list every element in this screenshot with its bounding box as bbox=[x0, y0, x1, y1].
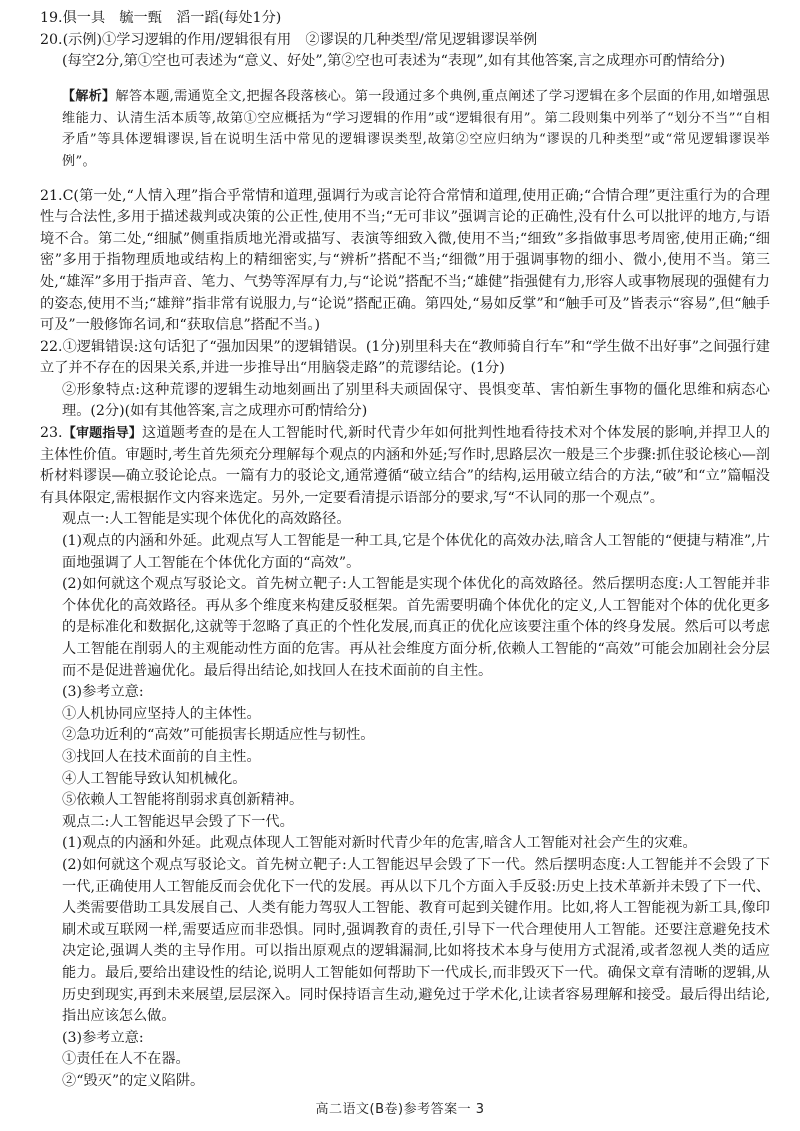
idea-item: ④人工智能导致认知机械化。 bbox=[62, 770, 247, 787]
answer-text: 俱一具 毓一甄 滔一蹈(每处1分) bbox=[62, 10, 282, 26]
analysis-block bbox=[40, 86, 770, 172]
question-19 bbox=[40, 8, 770, 30]
view-paragraph: (3)参考立意: bbox=[62, 684, 144, 701]
idea-item: ③找回人在技术面前的自主性。 bbox=[62, 748, 261, 765]
answer-text: ①逻辑错误:这句话犯了“强加因果”的逻辑错误。(1分)别里科夫在“教师骑自行车”和“学生做不出好事”之间强行建立了并不存在的因果关系,并进一步推导出“用脑袋走路”的荒谬结论。(1分) bbox=[40, 338, 770, 377]
idea-item: ⑤依赖人工智能将削弱求真创新精神。 bbox=[62, 792, 304, 809]
idea-item: ①人机协同应坚持人的主体性。 bbox=[62, 705, 261, 722]
view-title: 观点二:人工智能迟早会毁了下一代。 bbox=[62, 813, 294, 830]
answer-page bbox=[40, 8, 770, 1092]
answer-text: (示例)①学习逻辑的作用/逻辑很有用 ②谬误的几种类型/常见逻辑谬误举例 bbox=[62, 31, 538, 48]
view-paragraph: (2)如何就这个观点写驳论文。首先树立靶子:人工智能是实现个体优化的高效路径。然后摆明态度:人工智能并非个体优化的高效路径。再从多个维度来构建反驳框架。首先需要明确个体优化的定义,人工智能对个体的优化更多的是标准化和数据化,这就等于忽略了真正的个性化发展,而真正的优化应该要注重个体的终身发展。然后可以考虑人工智能在削弱人的主观能动性方面的危害。再从社会维度方面分析,依赖人工智能的“高效”可能会加剧社会分层而不是促进普遍优化。最后得出结论,如找回人在技术面前的自主性。 bbox=[62, 576, 770, 679]
question-number: 21. bbox=[40, 187, 63, 204]
question-23 bbox=[40, 423, 770, 509]
view-paragraph: (3)参考立意: bbox=[62, 1029, 144, 1046]
question-number: 19. bbox=[40, 10, 63, 26]
view-paragraph: (1)观点的内涵和外延。此观点体现人工智能对新时代青少年的危害,暗含人工智能对社会产生的灾难。 bbox=[62, 835, 697, 852]
view-title: 观点一:人工智能是实现个体优化的高效路径。 bbox=[62, 511, 351, 528]
analysis-tag: 【解析】 bbox=[62, 88, 116, 104]
analysis-text: 解答本题,需通览全文,把握各段落核心。第一段通过多个典例,重点阐述了学习逻辑在多个层面的作用,如增强思维能力、认清生活本质等,故第①空应概括为“学习逻辑的作用”或“逻辑很有用”。第二段则集中列举了“划分不当”“自相矛盾”等具体逻辑谬误,旨在说明生活中常见的逻辑谬误类型,故第②空应归纳为“谬误的几种类型”或“常见逻辑谬误举例”。 bbox=[62, 88, 770, 169]
guide-tag: 【审题指导】 bbox=[62, 426, 142, 442]
page-footer: 高二语文(B卷)参考答案一 3 bbox=[315, 1102, 485, 1117]
question-21 bbox=[40, 186, 770, 337]
question-number: 20. bbox=[40, 31, 63, 48]
question-number: 23. bbox=[40, 425, 63, 442]
idea-item: ①责任在人不在器。 bbox=[62, 1051, 190, 1068]
view-paragraph: (2)如何就这个观点写驳论文。首先树立靶子:人工智能迟早会毁了下一代。然后摆明态度:人工智能并不会毁了下一代,正确使用人工智能反而会优化下一代的发展。再从以下几个方面入手反驳:历史上技术革新并未毁了下一代、人类需要借助工具发展自己、人类有能力驾驭人工智能、教育可起到关键作用。比如,将人工智能视为新工具,像印刷术或互联网一样,需要适应而非恐惧。同时,强调教育的责任,引导下一代合理使用人工智能。还要注意避免技术决定论,强调人类的主导作用。可以指出原观点的逻辑漏洞,比如将技术本身与使用方式混淆,或者忽视人类的适应能力。最后,要给出建设性的结论,说明人工智能如何帮助下一代成长,而非毁灭下一代。确保文章有清晰的逻辑,从历史到现实,再到未来展望,层层深入。同时保持语言生动,避免过于学术化,让读者容易理解和接受。最后得出结论,指出应该怎么做。 bbox=[62, 856, 770, 1025]
question-22 bbox=[40, 337, 770, 380]
view-paragraph: (1)观点的内涵和外延。此观点写人工智能是一种工具,它是个体优化的高效办法,暗含人工智能的“便捷与精准”,片面地强调了人工智能在个体优化方面的“高效”。 bbox=[62, 533, 770, 571]
question-20 bbox=[40, 30, 770, 52]
scoring-note: (每空2分,第①空也可表述为“意义、好处”,第②空也可表述为“表现”,如有其他答案,言之成理亦可酌情给分) bbox=[62, 53, 726, 70]
idea-item: ②“毁灭”的定义陷阱。 bbox=[62, 1072, 205, 1089]
question-number: 22. bbox=[40, 338, 63, 355]
guide-text: 这道题考查的是在人工智能时代,新时代青少年如何批判性地看待技术对个体发展的影响,并捍卫人的主体性价值。审题时,考生首先须充分理解每个观点的内涵和外延;写作时,思路层次一般是三个步骤:抓住驳论核心—剖析材料谬误—确立驳论论点。一篇有力的驳论文,通常遵循“破立结合”的结构,运用破立结合的方法,“破”和“立”篇幅没有具体限定,需根据作文内容来选定。另外,一定要看清提示语部分的要求,写“不认同的那一个观点”。 bbox=[40, 425, 770, 506]
idea-item: ②急功近利的“高效”可能损害长期适应性与韧性。 bbox=[62, 727, 375, 744]
answer-text: C(第一处,“人情入理”指合乎常情和道理,强调行为或言论符合常情和道理,使用正确;“合情合理”更注重行为的合理性与合法性,多用于描述裁判或决策的公正性,使用不当;“无可非议”强调言论的正确性,没有什么可以批评的地方,与语境不合。第二处,“细腻”侧重指质地光滑或描写、表演等细致入微,使用不当;“细致”多指做事思考周密,使用正确;“细密”多用于指物理质地或结构上的精细密实,与“辨析”搭配不当;“细微”用于强调事物的细小、微小,使用不当。第三处,“雄浑”多用于指声音、笔力、气势等浑厚有力,与“论说”搭配不当;“雄健”指强健有力,形容人或事物展现的强健有力的姿态,使用不当;“雄辩”指非常有说服力,与“论说”搭配正确。第四处,“易如反掌”和“触手可及”皆表示“容易”,但“触手可及”一般修饰名词,和“获取信息”搭配不当。) bbox=[40, 187, 770, 334]
answer-paragraph: ②形象特点:这种荒谬的逻辑生动地刻画出了别里科夫顽固保守、畏惧变革、害怕新生事物的僵化思维和病态心理。(2分)(如有其他答案,言之成理亦可酌情给分) bbox=[62, 381, 770, 420]
